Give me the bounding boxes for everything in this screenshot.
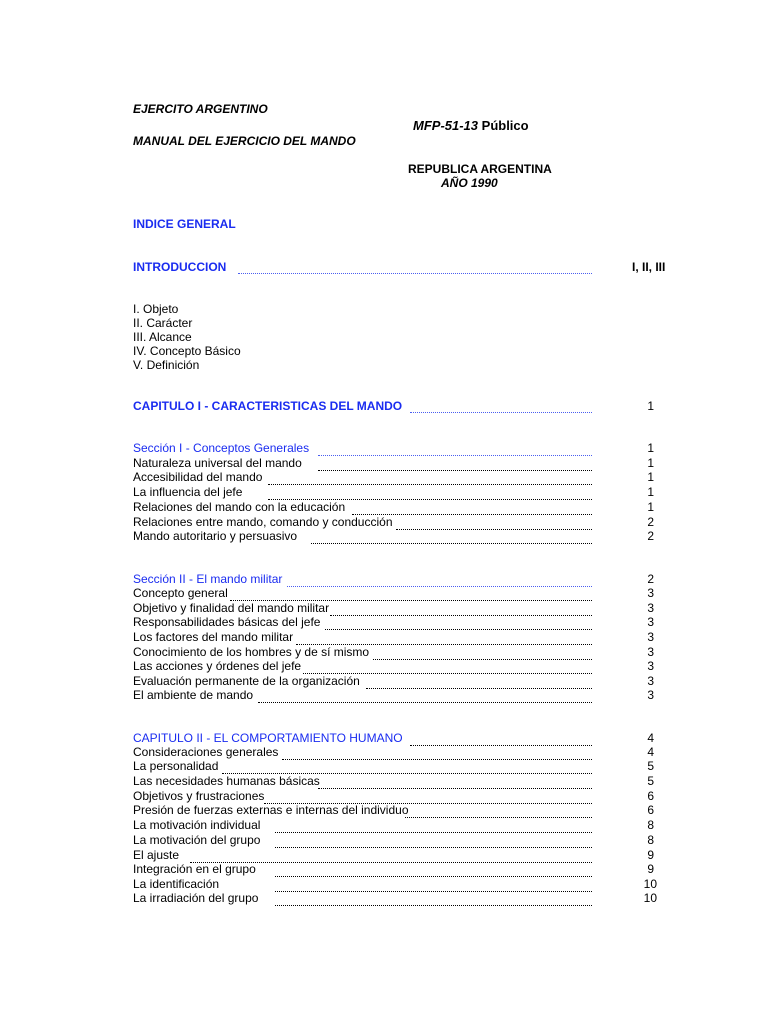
toc-entry: Integración en el grupo: [133, 862, 256, 876]
toc-entry: Evaluación permanente de la organización: [133, 674, 360, 688]
toc-page: 1: [647, 500, 654, 514]
toc-entry: Responsabilidades básicas del jefe: [133, 615, 321, 629]
toc-entry: Concepto general: [133, 586, 228, 600]
toc-page: 3: [647, 674, 654, 688]
toc-page: 9: [647, 862, 654, 876]
toc-entry: Objetivos y frustraciones: [133, 789, 265, 803]
toc-page: 8: [647, 833, 654, 847]
toc-entry: La irradiación del grupo: [133, 891, 259, 905]
toc-leader: [373, 659, 592, 660]
toc-leader: [366, 688, 592, 689]
toc-leader: [275, 832, 592, 833]
toc-page: 8: [647, 818, 654, 832]
section-1-leader: [318, 455, 592, 456]
intro-item: II. Carácter: [133, 316, 193, 330]
toc-leader: [282, 759, 592, 760]
country: REPUBLICA ARGENTINA: [408, 162, 552, 176]
toc-page: 10: [643, 877, 657, 891]
intro-pages: I, II, III: [632, 260, 666, 274]
toc-page: 3: [647, 688, 654, 702]
toc-entry: Relaciones del mando con la educación: [133, 500, 346, 514]
intro-item: III. Alcance: [133, 330, 192, 344]
chapter-1-page: 1: [647, 399, 654, 413]
toc-entry: La motivación individual: [133, 818, 261, 832]
intro-title: INTRODUCCION: [133, 260, 227, 274]
toc-page: 3: [647, 615, 654, 629]
toc-leader: [275, 847, 592, 848]
manual-code-suffix: Público: [478, 118, 529, 133]
toc-page: 6: [647, 789, 654, 803]
toc-entry: Relaciones entre mando, comando y conducción: [133, 515, 393, 529]
toc-page: 3: [647, 659, 654, 673]
toc-page: 3: [647, 630, 654, 644]
toc-entry: Conocimiento de los hombres y de sí mismo: [133, 645, 370, 659]
toc-page: 1: [647, 485, 654, 499]
toc-leader: [405, 817, 592, 818]
toc-page: 4: [647, 745, 654, 759]
toc-leader: [318, 788, 592, 789]
toc-entry: Naturaleza universal del mando: [133, 456, 302, 470]
manual-code-line: [413, 118, 529, 133]
toc-leader: [258, 702, 592, 703]
toc-entry: La influencia del jefe: [133, 485, 243, 499]
toc-leader: [268, 484, 592, 485]
section-1-title: Sección I - Conceptos Generales: [133, 441, 310, 455]
toc-page: 3: [647, 601, 654, 615]
toc-entry: Los factores del mando militar: [133, 630, 294, 644]
toc-leader: [275, 905, 592, 906]
toc-page: 3: [647, 645, 654, 659]
toc-entry: El ajuste: [133, 848, 180, 862]
toc-entry: El ambiente de mando: [133, 688, 254, 702]
toc-entry: Objetivo y finalidad del mando militar: [133, 601, 330, 615]
toc-leader: [325, 629, 592, 630]
toc-leader: [275, 876, 592, 877]
intro-item: V. Definición: [133, 358, 200, 372]
section-1-page: 1: [647, 441, 654, 455]
toc-page: 5: [647, 759, 654, 773]
chapter-2-page: 4: [647, 731, 654, 745]
toc-leader: [275, 891, 592, 892]
chapter-1-leader: [410, 412, 592, 413]
toc-entry: Consideraciones generales: [133, 745, 279, 759]
manual-title: MANUAL DEL EJERCICIO DEL MANDO: [133, 134, 356, 148]
toc-page: 2: [647, 515, 654, 529]
toc-entry: La motivación del grupo: [133, 833, 261, 847]
year: AÑO 1990: [441, 176, 498, 190]
section-2-page: 2: [647, 572, 654, 586]
section-2-title: Sección II - El mando militar: [133, 572, 283, 586]
toc-entry: Las necesidades humanas básicas: [133, 774, 320, 788]
toc-leader: [330, 615, 592, 616]
toc-page: 2: [647, 529, 654, 543]
org-name: EJERCITO ARGENTINO: [133, 102, 268, 116]
chapter-2-title: CAPITULO II - EL COMPORTAMIENTO HUMANO: [133, 731, 403, 745]
toc-leader: [311, 543, 592, 544]
toc-page: 9: [647, 848, 654, 862]
chapter-2-leader: [410, 745, 592, 746]
toc-entry: La identificación: [133, 877, 220, 891]
toc-entry: Mando autoritario y persuasivo: [133, 529, 298, 543]
toc-page: 3: [647, 586, 654, 600]
toc-entry: Presión de fuerzas externas e internas del individuo: [133, 803, 409, 817]
toc-leader: [396, 529, 592, 530]
toc-page: 5: [647, 774, 654, 788]
section-2-leader: [287, 586, 592, 587]
chapter-1-title: CAPITULO I - CARACTERISTICAS DEL MANDO: [133, 399, 403, 413]
toc-page: 6: [647, 803, 654, 817]
intro-item: I. Objeto: [133, 302, 179, 316]
toc-entry: La personalidad: [133, 759, 219, 773]
toc-page: 1: [647, 456, 654, 470]
toc-leader: [318, 470, 592, 471]
toc-entry: Las acciones y órdenes del jefe: [133, 659, 302, 673]
intro-leader: [238, 273, 592, 274]
toc-entry: Accesibilidad del mando: [133, 470, 263, 484]
toc-page: 1: [647, 470, 654, 484]
manual-code: MFP-51-13: [413, 118, 479, 133]
intro-item: IV. Concepto Básico: [133, 344, 241, 358]
index-title: INDICE GENERAL: [133, 217, 236, 231]
toc-page: 10: [643, 891, 657, 905]
